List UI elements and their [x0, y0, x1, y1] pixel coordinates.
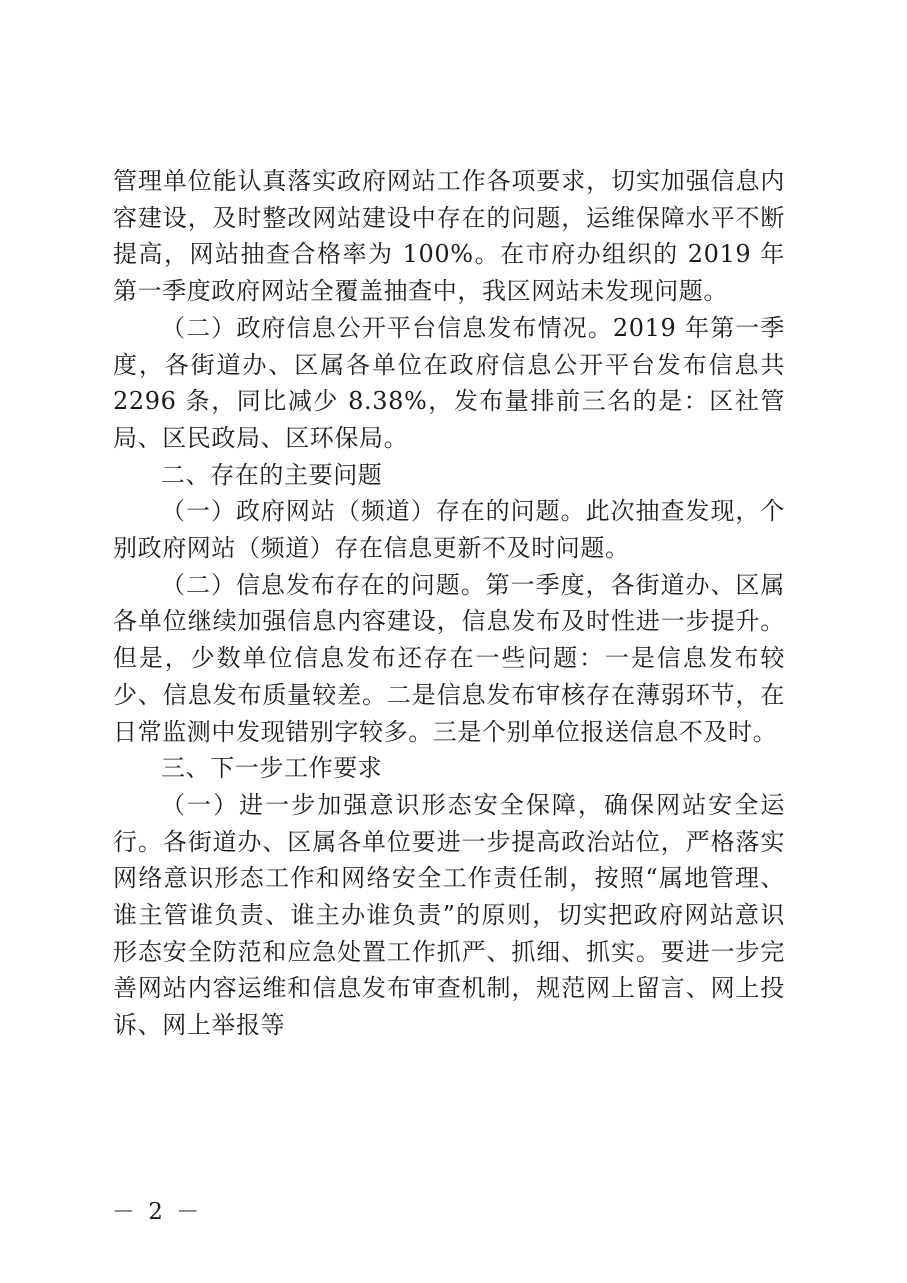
- paragraph-security-requirements: （一）进一步加强意识形态安全保障，确保网站安全运行。各街道办、区属各单位要进一步提高政治站位，严格落实网络意识形态工作和网络安全工作责任制，按照“属地管理、谁主管谁负责、谁主办谁负责”的原则，切实把政府网站意识形态安全防范和应急处置工作抓严、抓细、抓实。要进一步完善网站内容运维和信息发布审查机制，规范网上留言、网上投诉、网上举报等: [113, 790, 785, 1040]
- section-heading-requirements: 三、下一步工作要求: [161, 754, 383, 783]
- page-number: － 2 －: [112, 1199, 203, 1225]
- paragraph-publishing-problems: （二）信息发布存在的问题。第一季度，各街道办、区属各单位继续加强信息内容建设，信息发布及时性进一步提升。但是，少数单位信息发布还存在一些问题：一是信息发布较少、信息发布质量较差。二是信息发布审核存在薄弱环节，在日常监测中发现错别字较多。三是个别单位报送信息不及时。: [113, 570, 785, 746]
- paragraph-info-platform: （二）政府信息公开平台信息发布情况。2019 年第一季度，各街道办、区属各单位在政府信息公开平台发布信息共 2296 条，同比减少 8.38%，发布量排前三名的是：区社管局、区民政局、区环保局。: [113, 313, 785, 452]
- section-heading-problems: 二、存在的主要问题: [161, 460, 383, 489]
- paragraph-website-problems: （一）政府网站（频道）存在的问题。此次抽查发现，个别政府网站（频道）存在信息更新不及时问题。: [113, 497, 785, 563]
- paragraph-continued: 管理单位能认真落实政府网站工作各项要求，切实加强信息内容建设，及时整改网站建设中存在的问题，运维保障水平不断提高，网站抽查合格率为 100%。在市府办组织的 2019 年第一季度政府网站全覆盖抽查中，我区网站未发现问题。: [113, 167, 785, 306]
- document-body: [113, 163, 785, 1044]
